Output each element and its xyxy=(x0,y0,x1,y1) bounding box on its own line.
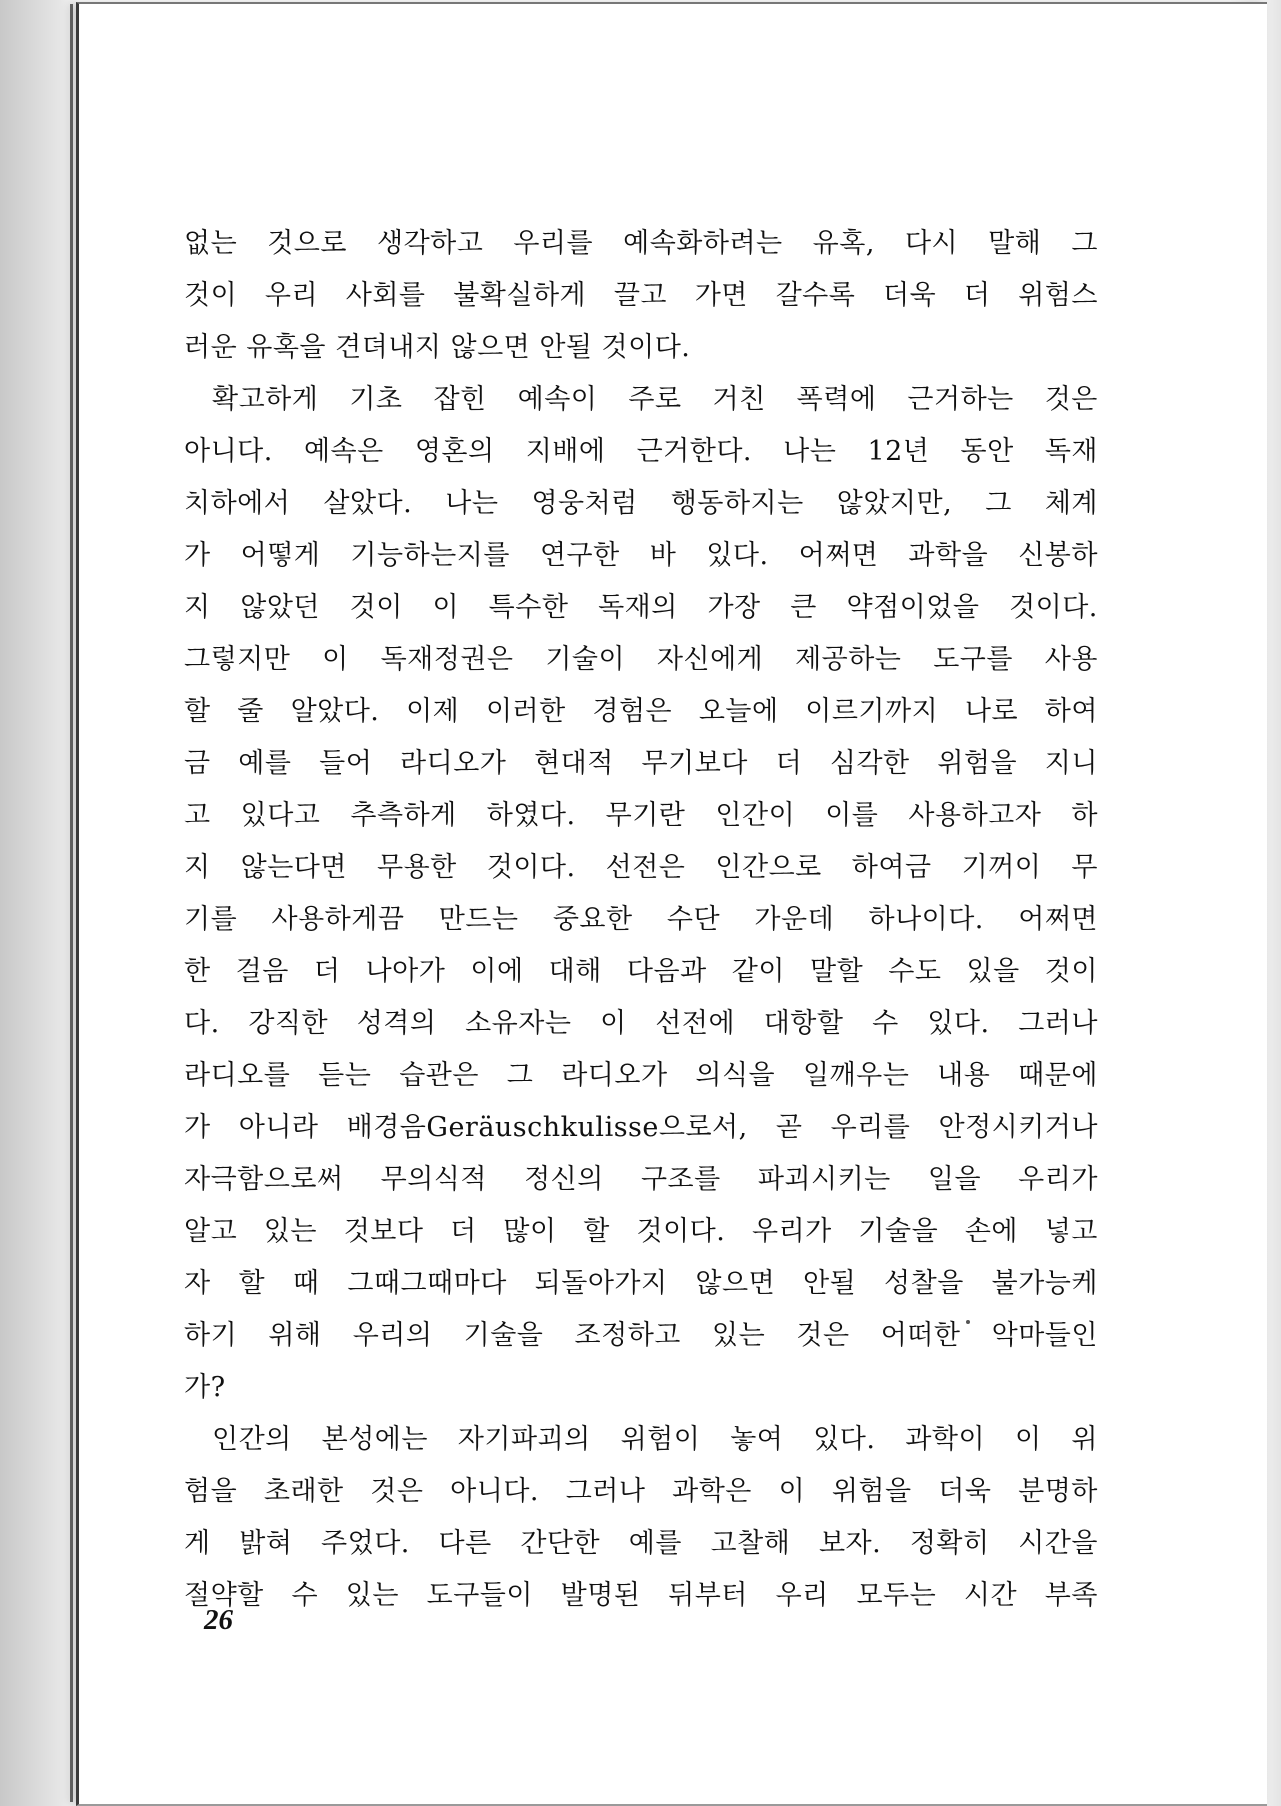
text-line xyxy=(184,426,1098,478)
word: 일깨우는 xyxy=(802,1060,910,1091)
word: 더욱 xyxy=(938,1476,992,1507)
word: 연구한 xyxy=(539,540,620,571)
word: 경험은 xyxy=(592,696,673,727)
word: 우리가 xyxy=(752,1216,832,1247)
word: 곧 xyxy=(775,1112,803,1143)
word: 지니 xyxy=(1044,748,1098,779)
word: 위 xyxy=(1071,1424,1098,1455)
word: 예속은 xyxy=(303,436,384,467)
word: 들어 xyxy=(319,748,373,779)
word: 무의식적 xyxy=(380,1164,487,1195)
word: 인간이 xyxy=(715,800,796,831)
book-spine-edge xyxy=(70,4,73,1802)
word: 다. xyxy=(184,1008,220,1039)
word: 수단 xyxy=(666,904,721,935)
word: 않으면 xyxy=(695,1268,776,1299)
word: 넣고 xyxy=(1044,1216,1098,1247)
word: 것이다. xyxy=(1009,592,1098,623)
word: 강직한 xyxy=(248,1008,329,1039)
word: 이 xyxy=(432,592,460,623)
word: 있는 xyxy=(263,1216,318,1247)
word: 우리 xyxy=(264,280,319,311)
word: 생각하고 xyxy=(376,228,484,259)
word: 그때그때마다 xyxy=(347,1268,507,1299)
word: 더 xyxy=(963,280,991,311)
text-line xyxy=(184,270,1098,322)
text-line xyxy=(184,1154,1098,1206)
word: 가운데 xyxy=(754,904,835,935)
word: 위험을 xyxy=(937,748,1018,779)
word: 것이 xyxy=(349,592,403,623)
text-line xyxy=(184,738,1098,790)
word: 것으로 xyxy=(267,228,347,259)
text-line xyxy=(184,946,1098,998)
word: 이에 xyxy=(470,956,524,987)
word: 기술을 xyxy=(463,1320,544,1351)
word: 하였다. xyxy=(486,800,576,831)
word: 유혹, xyxy=(812,228,875,259)
word: 것이 xyxy=(184,280,238,311)
word: 걸음 xyxy=(235,956,289,987)
word: 하기 xyxy=(184,1320,238,1351)
word: 소유자는 xyxy=(465,1008,572,1039)
word: 어쩌면 xyxy=(1018,904,1098,935)
word: 라디오가 xyxy=(561,1060,668,1091)
word: 그렇지만 xyxy=(184,644,291,675)
word: 가면 xyxy=(694,280,748,311)
word: 우리를 xyxy=(830,1112,911,1143)
word: 수 xyxy=(291,1580,319,1611)
word: 정확히 xyxy=(909,1528,990,1559)
word: 초래한 xyxy=(263,1476,344,1507)
word: 부족 xyxy=(1044,1580,1098,1611)
word: 사용 xyxy=(1044,644,1098,675)
word: 발명된 xyxy=(560,1580,641,1611)
word: 잡힌 xyxy=(433,384,487,415)
word: 무기보다 xyxy=(641,748,748,779)
word: 도구들이 xyxy=(426,1580,533,1611)
text-line xyxy=(184,582,1098,634)
word: 없는 xyxy=(184,228,238,259)
word: 할 xyxy=(238,1268,266,1299)
word: 더 xyxy=(313,956,341,987)
word: 12년 xyxy=(867,436,930,467)
word: 악마들인 xyxy=(991,1320,1098,1351)
word: 무용한 xyxy=(376,852,457,883)
word: 예를 xyxy=(238,748,292,779)
word: 뒤부터 xyxy=(668,1580,748,1611)
word: 심각한 xyxy=(829,748,910,779)
text-line xyxy=(184,634,1098,686)
text-line xyxy=(184,1310,1098,1362)
word: 알았다. xyxy=(290,696,380,727)
word: 가장 xyxy=(707,592,761,623)
word: 대항할 xyxy=(763,1008,844,1039)
word: 않았지만, xyxy=(836,488,953,519)
word: 고찰해 xyxy=(710,1528,791,1559)
word: 더욱 xyxy=(883,280,937,311)
word: 절약할 xyxy=(184,1580,264,1611)
word: 위험이 xyxy=(620,1424,701,1455)
word: 주로 xyxy=(628,384,682,415)
text-line xyxy=(184,1258,1098,1310)
word: 하여 xyxy=(1044,696,1098,727)
word: 다음과 xyxy=(626,956,707,987)
text-line xyxy=(184,1466,1098,1518)
word: 우리 xyxy=(775,1580,829,1611)
word: 독재정권은 xyxy=(380,644,514,675)
word: 약점이었을 xyxy=(846,592,980,623)
word: 안정시키거나 xyxy=(938,1112,1098,1143)
word: 어쩌면 xyxy=(798,540,879,571)
word: 나는 xyxy=(445,488,499,519)
word: 시간을 xyxy=(1018,1528,1098,1559)
word: 다른 xyxy=(438,1528,492,1559)
word: 기능하는지를 xyxy=(350,540,510,571)
word: 아니다. xyxy=(184,436,273,467)
word: 듣는 xyxy=(318,1060,372,1091)
word: 행동하지는 xyxy=(670,488,804,519)
text-line xyxy=(184,1050,1098,1102)
text-line xyxy=(184,894,1098,946)
word: 위해 xyxy=(268,1320,322,1351)
word: 것이 xyxy=(1044,956,1098,987)
word: 이 xyxy=(600,1008,627,1039)
word: 불확실하게 xyxy=(453,280,587,311)
word: 현대적 xyxy=(534,748,614,779)
word: 그 xyxy=(1071,228,1098,259)
text-line: 가? xyxy=(184,1372,226,1403)
word: 독재 xyxy=(1044,436,1098,467)
word: 수도 xyxy=(888,956,942,987)
word: 무기란 xyxy=(605,800,686,831)
word: 거친 xyxy=(712,384,766,415)
text-line xyxy=(184,1414,1098,1466)
word: 한 xyxy=(184,956,211,987)
word: 그 xyxy=(506,1060,534,1091)
word: 자 xyxy=(184,1268,211,1299)
text-line xyxy=(184,1206,1098,1258)
word: 예속이 xyxy=(517,384,598,415)
word: 이르기까지 xyxy=(805,696,939,727)
word: 추측하게 xyxy=(350,800,457,831)
word: 것은 xyxy=(796,1320,850,1351)
text-line xyxy=(184,1102,1098,1154)
word: 사용하게끔 xyxy=(271,904,405,935)
text-line xyxy=(184,686,1098,738)
word: 오늘에 xyxy=(698,696,779,727)
word: 고 xyxy=(184,800,211,831)
word: 본성에는 xyxy=(321,1424,428,1455)
word: 과학은 xyxy=(672,1476,752,1507)
word: 줄 xyxy=(237,696,264,727)
word: 자극함으로써 xyxy=(184,1164,344,1195)
word: 간단한 xyxy=(520,1528,601,1559)
word: 위험을 xyxy=(831,1476,912,1507)
word: 할 xyxy=(184,696,211,727)
word: 놓여 xyxy=(730,1424,784,1455)
text-line xyxy=(184,1570,1098,1622)
word: 사회를 xyxy=(345,280,426,311)
word: 이러한 xyxy=(485,696,566,727)
word: 알고 xyxy=(184,1216,238,1247)
word: 자기파괴의 xyxy=(457,1424,591,1455)
word: 있다고 xyxy=(240,800,321,831)
word: 가 xyxy=(184,540,211,571)
word: 나아가 xyxy=(365,956,446,987)
word: 그러나 xyxy=(1018,1008,1098,1039)
word: 않았던 xyxy=(240,592,320,623)
word: 성격의 xyxy=(356,1008,437,1039)
word: 이 xyxy=(322,644,349,675)
word: 바 xyxy=(649,540,677,571)
word: 만드는 xyxy=(438,904,519,935)
word: 우리의 xyxy=(352,1320,433,1351)
word: 때문에 xyxy=(1018,1060,1098,1091)
word: 체계 xyxy=(1044,488,1098,519)
word: 있다. xyxy=(927,1008,990,1039)
word: 독재의 xyxy=(598,592,678,623)
word: 기술을 xyxy=(858,1216,939,1247)
print-speck xyxy=(966,1320,970,1324)
word: 하여금 xyxy=(851,852,932,883)
word: 정신의 xyxy=(524,1164,604,1195)
word: 불가능케 xyxy=(991,1268,1098,1299)
word: 구조를 xyxy=(640,1164,721,1195)
word: 지 xyxy=(184,852,211,883)
word: 게 xyxy=(184,1528,211,1559)
word: 영웅처럼 xyxy=(531,488,638,519)
word: 말할 xyxy=(810,956,864,987)
word: 근거한다. xyxy=(636,436,753,467)
word: 우리가 xyxy=(1018,1164,1098,1195)
word: 어떻게 xyxy=(240,540,321,571)
word: 파괴시키는 xyxy=(757,1164,891,1195)
word: 폭력에 xyxy=(796,384,877,415)
text-line xyxy=(184,790,1098,842)
word: 있을 xyxy=(966,956,1020,987)
word: 분명하 xyxy=(1018,1476,1098,1507)
word: 아니라 xyxy=(238,1112,319,1143)
word: 보자. xyxy=(818,1528,882,1559)
word: 같이 xyxy=(731,956,785,987)
text-line xyxy=(184,530,1098,582)
word: 신봉하 xyxy=(1018,540,1098,571)
word: 배경음Geräuschkulisse으로서, xyxy=(346,1112,748,1143)
word: 나는 xyxy=(783,436,837,467)
word: 근거하는 xyxy=(907,384,1014,415)
word: 영혼의 xyxy=(414,436,495,467)
word: 모두는 xyxy=(856,1580,937,1611)
word: 더 xyxy=(775,748,803,779)
text-line xyxy=(184,1518,1098,1570)
word: 밝혀 xyxy=(239,1528,293,1559)
word: 그 xyxy=(985,488,1012,519)
word: 대해 xyxy=(548,956,602,987)
word: 것보다 xyxy=(343,1216,424,1247)
word: 되돌아가지 xyxy=(534,1268,668,1299)
word: 않는다면 xyxy=(240,852,347,883)
word: 다시 xyxy=(904,228,959,259)
word: 할 xyxy=(583,1216,610,1247)
word: 것이다. xyxy=(486,852,576,883)
word: 조정하고 xyxy=(574,1320,681,1351)
word: 습관은 xyxy=(399,1060,479,1091)
word: 있는 xyxy=(712,1320,766,1351)
word: 가 xyxy=(184,1112,211,1143)
word: 사용하고자 xyxy=(908,800,1042,831)
word: 시간 xyxy=(963,1580,1018,1611)
word: 것이다. xyxy=(636,1216,726,1247)
word: 라디오가 xyxy=(400,748,507,779)
word: 하나이다. xyxy=(868,904,984,935)
word: 선전에 xyxy=(655,1008,736,1039)
word: 과학을 xyxy=(908,540,989,571)
word: 끌고 xyxy=(613,280,667,311)
word: 예를 xyxy=(628,1528,682,1559)
word: 어떠한 xyxy=(880,1320,961,1351)
word: 있는 xyxy=(345,1580,399,1611)
word: 험을 xyxy=(184,1476,238,1507)
word: 나로 xyxy=(964,696,1019,727)
word: 큰 xyxy=(790,592,817,623)
word: 말해 xyxy=(988,228,1042,259)
word: 손에 xyxy=(964,1216,1019,1247)
word: 라디오를 xyxy=(184,1060,291,1091)
word: 지배에 xyxy=(525,436,606,467)
word: 무 xyxy=(1071,852,1098,883)
word: 수 xyxy=(872,1008,899,1039)
word: 우리를 xyxy=(513,228,594,259)
word: 이 xyxy=(778,1476,806,1507)
page-number: 26 xyxy=(204,1604,233,1636)
word: 이를 xyxy=(825,800,879,831)
word: 예속화하려는 xyxy=(623,228,783,259)
word: 이제 xyxy=(406,696,460,727)
word: 때 xyxy=(292,1268,320,1299)
word: 특수한 xyxy=(488,592,569,623)
word: 많이 xyxy=(503,1216,557,1247)
word: 그러나 xyxy=(565,1476,646,1507)
word: 도구를 xyxy=(933,644,1013,675)
word: 기술이 xyxy=(545,644,626,675)
word: 기를 xyxy=(184,904,238,935)
word: 중요한 xyxy=(552,904,633,935)
word: 성찰을 xyxy=(884,1268,964,1299)
word: 내용 xyxy=(937,1060,991,1091)
word: 살았다. xyxy=(323,488,413,519)
word: 있다. xyxy=(706,540,769,571)
text-line xyxy=(184,998,1098,1050)
text-line xyxy=(184,842,1098,894)
text-line xyxy=(184,218,1098,270)
text-line xyxy=(184,478,1098,530)
word: 과학이 xyxy=(905,1424,986,1455)
word: 자신에게 xyxy=(656,644,764,675)
word: 더 xyxy=(450,1216,477,1247)
word: 치하에서 xyxy=(184,488,291,519)
text-line xyxy=(184,374,1098,426)
text-line: 러운 유혹을 견뎌내지 않으면 안될 것이다. xyxy=(184,332,691,363)
word: 선전은 xyxy=(605,852,686,883)
word: 일을 xyxy=(927,1164,982,1195)
word: 의식을 xyxy=(695,1060,776,1091)
word: 지 xyxy=(184,592,211,623)
word: 하 xyxy=(1071,800,1098,831)
word: 확고하게 xyxy=(212,384,319,415)
word: 것은 xyxy=(370,1476,424,1507)
word: 위험스 xyxy=(1018,280,1098,311)
word: 기꺼이 xyxy=(961,852,1042,883)
word: 있다. xyxy=(813,1424,876,1455)
word: 이 xyxy=(1014,1424,1042,1455)
word: 것은 xyxy=(1044,384,1098,415)
word: 안될 xyxy=(803,1268,857,1299)
word: 아니다. xyxy=(450,1476,539,1507)
word: 제공하는 xyxy=(795,644,902,675)
word: 갈수록 xyxy=(775,280,856,311)
word: 동안 xyxy=(960,436,1014,467)
word: 기초 xyxy=(349,384,403,415)
word: 금 xyxy=(184,748,211,779)
word: 주었다. xyxy=(321,1528,410,1559)
body-text xyxy=(184,218,1098,1622)
word: 인간으로 xyxy=(715,852,822,883)
word: 인간의 xyxy=(212,1424,292,1455)
